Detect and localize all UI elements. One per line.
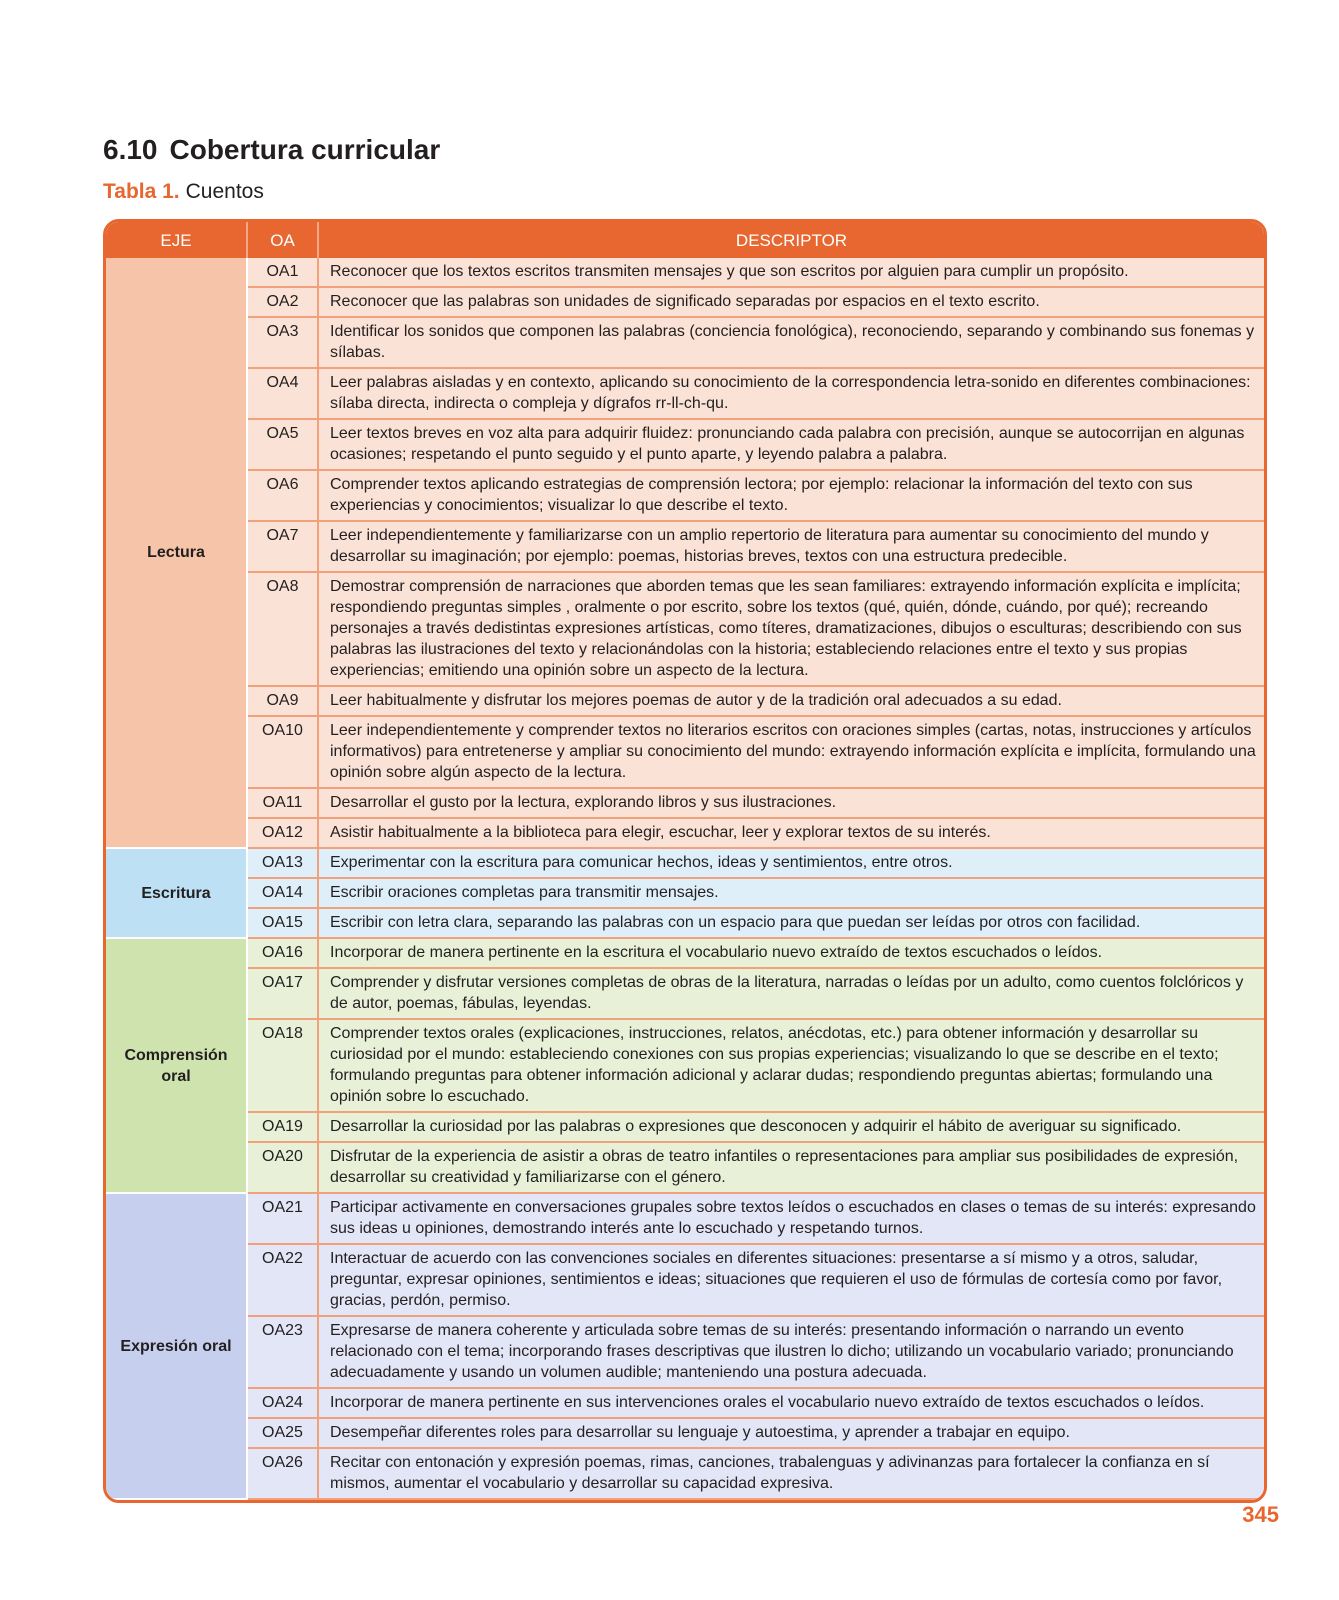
- descriptor-cell: Demostrar comprensión de narraciones que aborden temas que les sean familiares: extrayendo información explícita e implícita; respondiendo preguntas simples , oralmente o por escrito, sobre los textos (qué, quién, dónde, cuándo, por qué); recreando personajes a través dedistintas expresiones artísticas, como títeres, dramatizaciones, dibujos o esculturas; describiendo con sus palabras las ilustraciones del texto y relacionándolas con la historia; estableciendo relaciones entre el texto y sus propias experiencias; emitiendo una opinión sobre un aspecto de la lectura.: [318, 572, 1264, 686]
- table-row: [106, 968, 1264, 1019]
- oa-cell: OA13: [247, 848, 318, 878]
- descriptor-cell: Escribir con letra clara, separando las palabras con un espacio para que puedan ser leídas por otros con facilidad.: [318, 908, 1264, 938]
- descriptor-cell: Leer habitualmente y disfrutar los mejores poemas de autor y de la tradición oral adecuados a su edad.: [318, 686, 1264, 716]
- oa-cell: OA25: [247, 1418, 318, 1448]
- table-row: [106, 848, 1264, 878]
- header-oa: OA: [247, 222, 318, 258]
- table-row: [106, 1316, 1264, 1388]
- table-row: [106, 788, 1264, 818]
- oa-cell: OA2: [247, 287, 318, 317]
- table-row: [106, 1388, 1264, 1418]
- oa-cell: OA17: [247, 968, 318, 1019]
- oa-cell: OA20: [247, 1142, 318, 1193]
- oa-cell: OA9: [247, 686, 318, 716]
- descriptor-cell: Leer palabras aisladas y en contexto, aplicando su conocimiento de la correspondencia letra-sonido en diferentes combinaciones: sílaba directa, indirecta o compleja y dígrafos rr-ll-ch-qu.: [318, 368, 1264, 419]
- group-lectura: [106, 258, 1264, 848]
- table-row: [106, 419, 1264, 470]
- table-row: [106, 368, 1264, 419]
- oa-cell: OA22: [247, 1244, 318, 1316]
- descriptor-cell: Expresarse de manera coherente y articulada sobre temas de su interés: presentando información o narrando un evento relacionado con el tema; incorporando frases descriptivas que ilustren lo dicho; utilizando un vocabulario variado; pronunciando adecuadamente y usando un volumen audible; manteniendo una postura adecuada.: [318, 1316, 1264, 1388]
- descriptor-cell: Leer independientemente y comprender textos no literarios escritos con oraciones simples (cartas, notas, instrucciones y artículos informativos) para entretenerse y ampliar su conocimiento del mundo: extrayendo información explícita e implícita, formulando una opinión sobre algún aspecto de la lectura.: [318, 716, 1264, 788]
- descriptor-cell: Reconocer que los textos escritos transmiten mensajes y que son escritos por alguien para cumplir un propósito.: [318, 258, 1264, 287]
- table-row: [106, 908, 1264, 938]
- table-caption: [103, 180, 264, 204]
- table-row: [106, 317, 1264, 368]
- oa-cell: OA7: [247, 521, 318, 572]
- descriptor-cell: Asistir habitualmente a la biblioteca para elegir, escuchar, leer y explorar textos de su interés.: [318, 818, 1264, 848]
- oa-cell: OA5: [247, 419, 318, 470]
- descriptor-cell: Leer textos breves en voz alta para adquirir fluidez: pronunciando cada palabra con precisión, aunque se autocorrijan en algunas ocasiones; respetando el punto seguido y el punto aparte, y leyendo palabra a palabra.: [318, 419, 1264, 470]
- table-row: [106, 818, 1264, 848]
- table-row: [106, 938, 1264, 968]
- descriptor-cell: Recitar con entonación y expresión poemas, rimas, canciones, trabalenguas y adivinanzas para fortalecer la confianza en sí mismos, aumentar el vocabulario y desarrollar su capacidad expresiva.: [318, 1448, 1264, 1499]
- header-eje: EJE: [106, 222, 247, 258]
- oa-cell: OA11: [247, 788, 318, 818]
- oa-cell: OA10: [247, 716, 318, 788]
- table-row: [106, 287, 1264, 317]
- eje-cell: Lectura: [106, 258, 247, 848]
- group-comprension-oral: [106, 938, 1264, 1193]
- table-row: [106, 1244, 1264, 1316]
- descriptor-cell: Interactuar de acuerdo con las convenciones sociales en diferentes situaciones: presentarse a sí mismo y a otros, saludar, preguntar, expresar opiniones, sentimientos e ideas; situaciones que requieren el uso de fórmulas de cortesía como por favor, gracias, perdón, permiso.: [318, 1244, 1264, 1316]
- curriculum-table-frame: [103, 219, 1267, 1503]
- oa-cell: OA3: [247, 317, 318, 368]
- table-row: [106, 878, 1264, 908]
- descriptor-cell: Reconocer que las palabras son unidades de significado separadas por espacios en el texto escrito.: [318, 287, 1264, 317]
- oa-cell: OA12: [247, 818, 318, 848]
- table-header: [106, 222, 1264, 258]
- oa-cell: OA26: [247, 1448, 318, 1499]
- descriptor-cell: Desempeñar diferentes roles para desarrollar su lenguaje y autoestima, y aprender a trabajar en equipo.: [318, 1418, 1264, 1448]
- table-row: [106, 470, 1264, 521]
- table-row: [106, 521, 1264, 572]
- descriptor-cell: Incorporar de manera pertinente en sus intervenciones orales el vocabulario nuevo extraído de textos escuchados o leídos.: [318, 1388, 1264, 1418]
- table-row: [106, 1418, 1264, 1448]
- table-caption-text: Cuentos: [185, 180, 264, 203]
- oa-cell: OA18: [247, 1019, 318, 1112]
- group-expresion-oral: [106, 1193, 1264, 1499]
- descriptor-cell: Comprender textos orales (explicaciones, instrucciones, relatos, anécdotas, etc.) para obtener información y desarrollar su curiosidad por el mundo: estableciendo conexiones con sus propias experiencias; visualizando lo que se describe en el texto; formulando preguntas para obtener información adicional y aclarar dudas; respondiendo preguntas abiertas; formulando una opinión sobre lo escuchado.: [318, 1019, 1264, 1112]
- oa-cell: OA24: [247, 1388, 318, 1418]
- eje-cell: Escritura: [106, 848, 247, 938]
- descriptor-cell: Disfrutar de la experiencia de asistir a obras de teatro infantiles o representaciones para ampliar sus posibilidades de expresión, desarrollar su creatividad y familiarizarse con el género.: [318, 1142, 1264, 1193]
- table-row: [106, 258, 1264, 287]
- descriptor-cell: Escribir oraciones completas para transmitir mensajes.: [318, 878, 1264, 908]
- table-caption-label: Tabla 1.: [103, 180, 180, 203]
- descriptor-cell: Leer independientemente y familiarizarse con un amplio repertorio de literatura para aumentar su conocimiento del mundo y desarrollar su imaginación; por ejemplo: poemas, historias breves, textos con una estructura predecible.: [318, 521, 1264, 572]
- oa-cell: OA23: [247, 1316, 318, 1388]
- oa-cell: OA15: [247, 908, 318, 938]
- table-header-row: [106, 222, 1264, 258]
- descriptor-cell: Comprender textos aplicando estrategias de comprensión lectora; por ejemplo: relacionar la información del texto con sus experiencias y conocimientos; visualizar lo que describe el texto.: [318, 470, 1264, 521]
- table-row: [106, 1142, 1264, 1193]
- descriptor-cell: Desarrollar la curiosidad por las palabras o expresiones que desconocen y adquirir el hábito de averiguar su significado.: [318, 1112, 1264, 1142]
- header-descriptor: DESCRIPTOR: [318, 222, 1264, 258]
- table-row: [106, 1112, 1264, 1142]
- oa-cell: OA8: [247, 572, 318, 686]
- section-title: [103, 134, 440, 166]
- section-number: 6.10: [103, 134, 158, 165]
- eje-cell: Expresión oral: [106, 1193, 247, 1499]
- descriptor-cell: Desarrollar el gusto por la lectura, explorando libros y sus ilustraciones.: [318, 788, 1264, 818]
- table-row: [106, 1019, 1264, 1112]
- section-title-text: Cobertura curricular: [169, 134, 441, 165]
- curriculum-table: [106, 222, 1264, 1500]
- table-row: [106, 1193, 1264, 1244]
- oa-cell: OA1: [247, 258, 318, 287]
- table-row: [106, 1448, 1264, 1499]
- oa-cell: OA21: [247, 1193, 318, 1244]
- group-escritura: [106, 848, 1264, 938]
- oa-cell: OA6: [247, 470, 318, 521]
- oa-cell: OA19: [247, 1112, 318, 1142]
- page-number: 345: [1242, 1502, 1279, 1527]
- oa-cell: OA16: [247, 938, 318, 968]
- descriptor-cell: Comprender y disfrutar versiones completas de obras de la literatura, narradas o leídas por un adulto, como cuentos folclóricos y de autor, poemas, fábulas, leyendas.: [318, 968, 1264, 1019]
- descriptor-cell: Identificar los sonidos que componen las palabras (conciencia fonológica), reconociendo, separando y combinando sus fonemas y sílabas.: [318, 317, 1264, 368]
- eje-cell: Comprensión oral: [106, 938, 247, 1193]
- table-row: [106, 572, 1264, 686]
- table-row: [106, 716, 1264, 788]
- descriptor-cell: Incorporar de manera pertinente en la escritura el vocabulario nuevo extraído de textos escuchados o leídos.: [318, 938, 1264, 968]
- oa-cell: OA4: [247, 368, 318, 419]
- oa-cell: OA14: [247, 878, 318, 908]
- descriptor-cell: Participar activamente en conversaciones grupales sobre textos leídos o escuchados en clases o temas de su interés: expresando sus ideas u opiniones, demostrando interés ante lo escuchado y respetando turnos.: [318, 1193, 1264, 1244]
- descriptor-cell: Experimentar con la escritura para comunicar hechos, ideas y sentimientos, entre otros.: [318, 848, 1264, 878]
- table-row: [106, 686, 1264, 716]
